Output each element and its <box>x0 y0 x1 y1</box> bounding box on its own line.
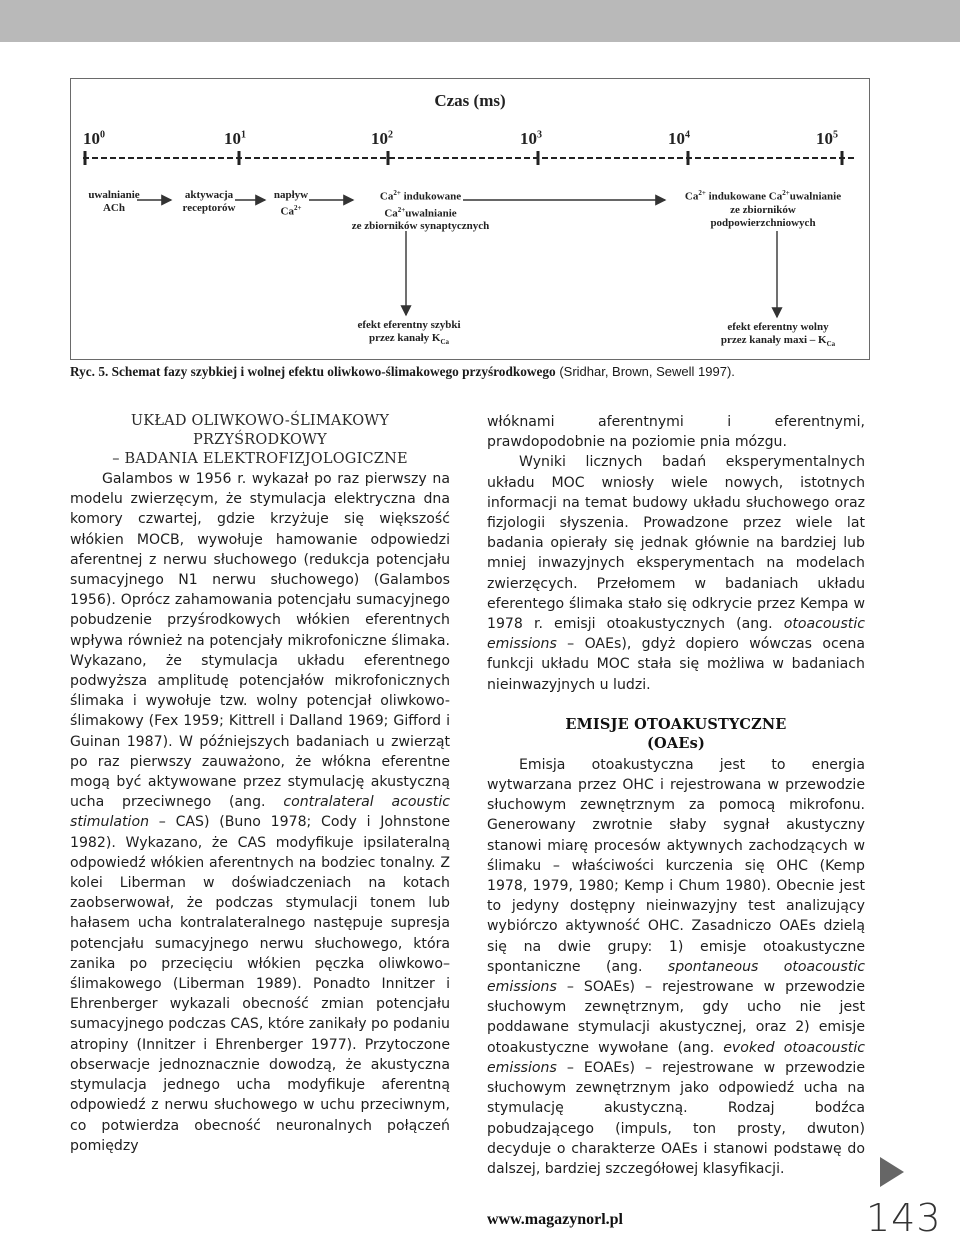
tick-label: $10^2$ <box>371 129 393 148</box>
continue-arrow-icon <box>878 1155 906 1189</box>
magazine-url-link[interactable]: www.magazynorl.pl <box>487 1211 623 1228</box>
event-ca-induced-subsurface-release: $Ca^{2+}$ indukowane $Ca^{2+}uwalnianie$ ze zbiorników podpowierzchniowych <box>684 189 842 229</box>
section-heading-moc: UKŁAD OLIWKOWO-ŚLIMAKOWY PRZYŚRODKOWY – BADANIA ELEKTROFIZJOLOGICZNE <box>112 413 408 467</box>
tick-label: $10^0$ <box>83 129 105 148</box>
timeline-figure <box>70 78 870 360</box>
tick-label: $10^4$ <box>668 129 690 148</box>
event-receptor-activation: aktywacja receptorów <box>182 189 236 214</box>
event-ach-release: uwalnianie ACh <box>88 189 140 214</box>
paragraph: włóknami aferentnymi i eferentnymi, prawdopodobnie na poziomie pnia mózgu. <box>487 414 865 451</box>
event-ca-influx: napływ $Ca^{2+}$ <box>273 189 309 218</box>
left-column <box>70 412 450 1156</box>
section-heading-oae: EMISJE OTOAKUSTYCZNE (OAEs) <box>565 715 787 752</box>
figure-title: Czas (ms) <box>434 91 506 110</box>
tick-label: $10^5$ <box>816 129 838 148</box>
paragraph: Wyniki licznych badań eksperymentalnych układu MOC wniosły wiele nowych, istotnych informacji na temat budowy układu słuchowego oraz fizjologii słyszenia. Prowadzone przez wiele lat badania opierały się jednak głównie na bardziej lub mniej inwazyjnych eksperymentach na modelach zwierzęcych. Przełomem w badaniach układu eferentego ślimaka stało się odkrycie przez Kempa w 1978 r. emisji otoakustycznych (ang. otoacoustic emissions – OAEs), gdyż dopiero wówczas ocena funkcji układu MOC stała się możliwa w badaniach nieinwazyjnych u ludzi. <box>487 454 865 693</box>
fast-efferent-effect: efekt eferentny szybki przez kanały $K_{Ca}$ <box>357 319 461 347</box>
flow-arrows <box>71 79 869 359</box>
paragraph: Galambos w 1956 r. wykazał po raz pierwszy na modelu zwierzęcym, że stymulacja elektryczna dna komory czwartej, gdzie krzyżuje się większość włókien MOCB, wywołuje hamowanie odpowiedzi aferentnej z nerwu słuchowego (redukcja potencjału sumacyjnego N1 nerwu słuchowego) (Galambos 1956). Oprócz zahamowania potencjału sumacyjnego pobudzenie przyśrodkowych włókien eferentnych wpływa również na potencjały mikrofoniczne ślimaka. Wykazano, że stymulacja układu eferentnego podwyższa amplitudę potencjałów mikrofonicznych ślimaka i wywołuje tzw. wolny potencjał oliwkowo-ślimakowy (Fex 1959; Kittrell i Dalland 1969; Gifford i Guinan 1987). W późniejszych badaniach u zwierząt po raz pierwszy zauważono, że włókna eferentne mogą być aktywowane przez stymulację akustyczną ucha przeciwnego (ang. contralateral acoustic stimulation – CAS) (Buno 1978; Cody i Johnstone 1982). Wykazano, że CAS modyfikuje ipsilateralną odpowiedź włókien aferentnych na bodziec tonalny. Z kolei Liberman w doświadczeniach na kotach zaobserwował, że podczas stymulacji tonem lub hałasem ucha kontralateralnego następuje supresja potencjału sumacyjnego nerwu słuchowego, która zanika po przecięciu włókien pęczka oliwkowo–ślimakowego (Liberman 1989). Ponadto Innitzer i Ehrenberger wykazali obecność zmian potencjału sumacyjnego podczas CAS, które zanikały po podaniu atropiny (Innitzer i Ehrenberger 1977). Przytoczone obserwacje jednoznacznie dowodzą, że akustyczna stymulacja jednego ucha modyfikuje aferentną odpowiedź z nerwu słuchowego w uchu przeciwnym, co potwierdza obecność neuronalnych połączeń pomiędzy <box>70 471 451 1154</box>
paragraph: Emisja otoakustyczna jest to energia wytwarzana przez OHC i rejestrowana w przewodzie słuchowym zewnętrznym za pomocą mikrofonu. Generowany zwrotnie słaby sygnał akustyczny stanowi miarę procesów aktywnych zachodzących w ślimaku – właściwości kurczenia się OHC (Kemp 1978, 1979, 1980; Kemp i Chum 1980). Obecnie jest to jedyny dostępny nieinwazyjny test analizujący wybiórczo aktywność OHC. Zasadniczo OAEs dzielą się na dwie grupy: 1) emisje otoakustyczne spontaniczne (ang. spontaneous otoacoustic emissions – SOAEs) – rejestrowane w przewodzie słuchowym zewnętrznym, gdy ucho nie jest poddawane stymulacji akustycznej, oraz 2) emisje otoakustyczne wywołane (ang. evoked otoacoustic emissions – EOAEs) – rejestrowane w przewodzie słuchowym zewnętrznym jako odpowiedź ucha na stymulację akustyczną. Rodzaj bodźca pobudzającego (impuls, ton prosty, dwuton) decyduje o charakterze OAEs i stanowi podstawę do dalszej, bardziej szczegółowej klasyfikacji. <box>487 756 866 1177</box>
slow-efferent-effect: efekt eferentny wolny przez kanały maxi – $K_{Ca}$ <box>720 321 836 349</box>
tick-label: $10^1$ <box>224 129 246 148</box>
figure-caption: Ryc. 5. Schemat fazy szybkiej i wolnej efektu oliwkowo-ślimakowego przyśrodkowego (Sridhar, Brown, Sewell 1997). <box>70 364 735 379</box>
tick-label: $10^3$ <box>520 129 542 148</box>
page-number: 143 <box>866 1196 942 1240</box>
top-gray-bar <box>0 0 960 42</box>
right-column <box>487 412 865 1179</box>
event-ca-induced-release: $Ca^{2+}$ indukowane $Ca^{2+}uwalnianie$ ze zbiorników synaptycznych <box>351 189 490 233</box>
